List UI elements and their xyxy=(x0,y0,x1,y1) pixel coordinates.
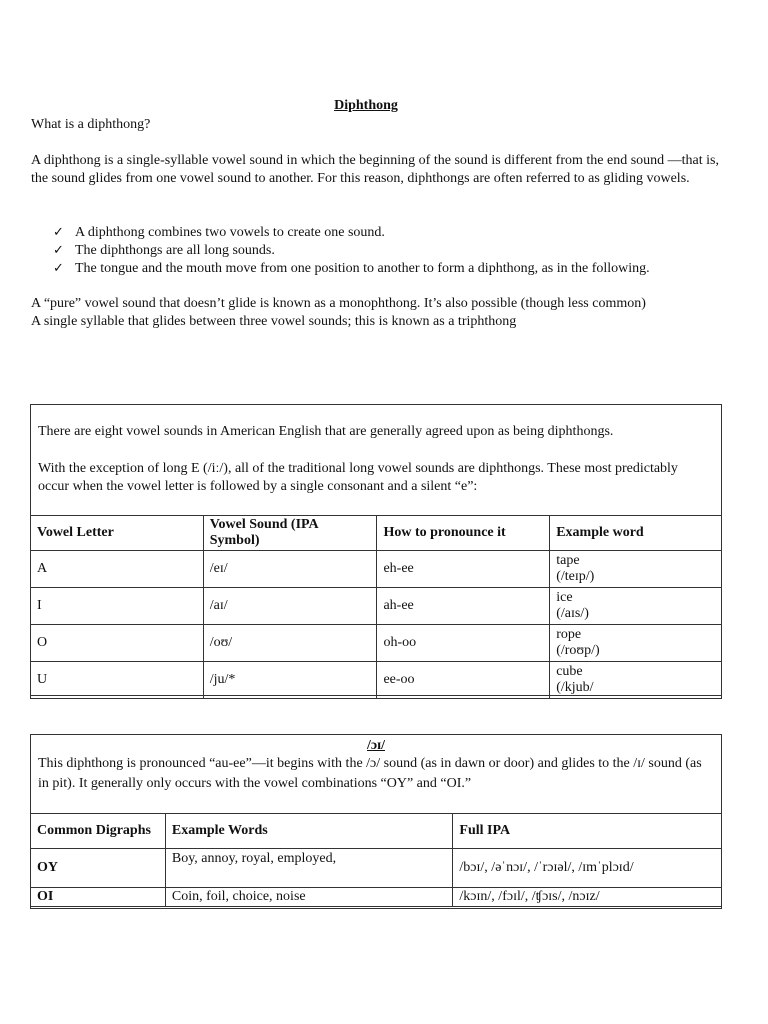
definition-paragraph: A diphthong is a single-syllable vowel sound in which the beginning of the sound is different from the end sound —that is, the sound glides from one vowel sound to another. For this reason, diphthongs are often referred to as gliding vowels. xyxy=(31,153,719,186)
ipa-heading: /ɔɪ/ xyxy=(366,738,386,753)
bullet-list xyxy=(53,224,650,278)
table-note: With the exception of long E (/iː/), all of the traditional long vowel sounds are diphthongs. These most predictably occur when the vowel letter is followed by a single consonant and a silent “e”: xyxy=(38,461,678,494)
intro-question: What is a diphthong? xyxy=(31,117,151,132)
pronunciation-cell: ee-oo xyxy=(377,662,550,699)
diphthong-table-box xyxy=(30,404,722,696)
vowel-table xyxy=(30,515,722,699)
vowel-letter-cell: O xyxy=(31,625,204,662)
column-header: Full IPA xyxy=(453,814,722,849)
list-item: ✓ A diphthong combines two vowels to create one sound. xyxy=(53,225,385,240)
example-cell: cube (/kjub/ xyxy=(550,662,722,699)
vowel-letter-cell: A xyxy=(31,551,204,588)
table-note: There are eight vowel sounds in American English that are generally agreed upon as being diphthongs. xyxy=(38,424,614,439)
vowel-letter-cell: I xyxy=(31,588,204,625)
checkmark-icon: ✓ xyxy=(53,261,64,276)
checkmark-icon: ✓ xyxy=(53,225,64,240)
table-header-row xyxy=(31,814,722,849)
checkmark-icon: ✓ xyxy=(53,243,64,258)
list-item: ✓ The diphthongs are all long sounds. xyxy=(53,243,275,258)
table-row xyxy=(31,588,722,625)
example-words-cell: Coin, foil, choice, noise xyxy=(165,888,453,907)
column-header: Example word xyxy=(550,516,722,551)
table-row xyxy=(31,625,722,662)
example-cell: tape (/teɪp/) xyxy=(550,551,722,588)
page-title: Diphthong xyxy=(334,98,398,113)
diphthong-description: This diphthong is pronounced “au-ee”—it begins with the /ɔ/ sound (as in dawn or door) and glides to the /ɪ/ sound (as in pit). It generally only occurs with the vowel combinations “OY” and “OI.” xyxy=(38,756,702,791)
pronunciation-cell: ah-ee xyxy=(377,588,550,625)
column-header: Example Words xyxy=(165,814,453,849)
monophthong-paragraph: A “pure” vowel sound that doesn’t glide is known as a monophthong. It’s also possible (though less common) A single syllable that glides between three vowel sounds; this is known as a triphthong xyxy=(31,296,646,329)
digraph-table xyxy=(30,813,722,907)
table-header-row xyxy=(31,516,722,551)
vowel-letter-cell: U xyxy=(31,662,204,699)
example-words-cell: Boy, annoy, royal, employed, xyxy=(165,849,453,888)
table-row xyxy=(31,662,722,699)
full-ipa-cell: /bɔɪ/, /əˈnɔɪ/, /ˈrɔɪəl/, /ɪmˈplɔɪd/ xyxy=(453,849,722,888)
column-header: Vowel Sound (IPA Symbol) xyxy=(203,516,377,551)
table-row xyxy=(31,888,722,907)
table-row xyxy=(31,849,722,888)
triphthong-line: A single syllable that glides between three vowel sounds; this is known as a triphthong xyxy=(31,314,517,329)
ipa-cell: /ju/* xyxy=(203,662,377,699)
ipa-cell: /eɪ/ xyxy=(203,551,377,588)
example-cell: rope (/roʊp/) xyxy=(550,625,722,662)
example-cell: ice (/aɪs/) xyxy=(550,588,722,625)
table-row xyxy=(31,551,722,588)
ipa-cell: /oʊ/ xyxy=(203,625,377,662)
column-header: How to pronounce it xyxy=(377,516,550,551)
digraph-cell: OY xyxy=(31,849,166,888)
list-item: ✓ The tongue and the mouth move from one position to another to form a diphthong, as in the following. xyxy=(53,261,650,276)
ipa-cell: /aɪ/ xyxy=(203,588,377,625)
column-header: Common Digraphs xyxy=(31,814,166,849)
oi-diphthong-box xyxy=(30,734,722,909)
column-header: Vowel Letter xyxy=(31,516,204,551)
digraph-cell: OI xyxy=(31,888,166,907)
full-ipa-cell: /kɔɪn/, /fɔɪl/, /ʧɔɪs/, /nɔɪz/ xyxy=(453,888,722,907)
pronunciation-cell: eh-ee xyxy=(377,551,550,588)
pronunciation-cell: oh-oo xyxy=(377,625,550,662)
